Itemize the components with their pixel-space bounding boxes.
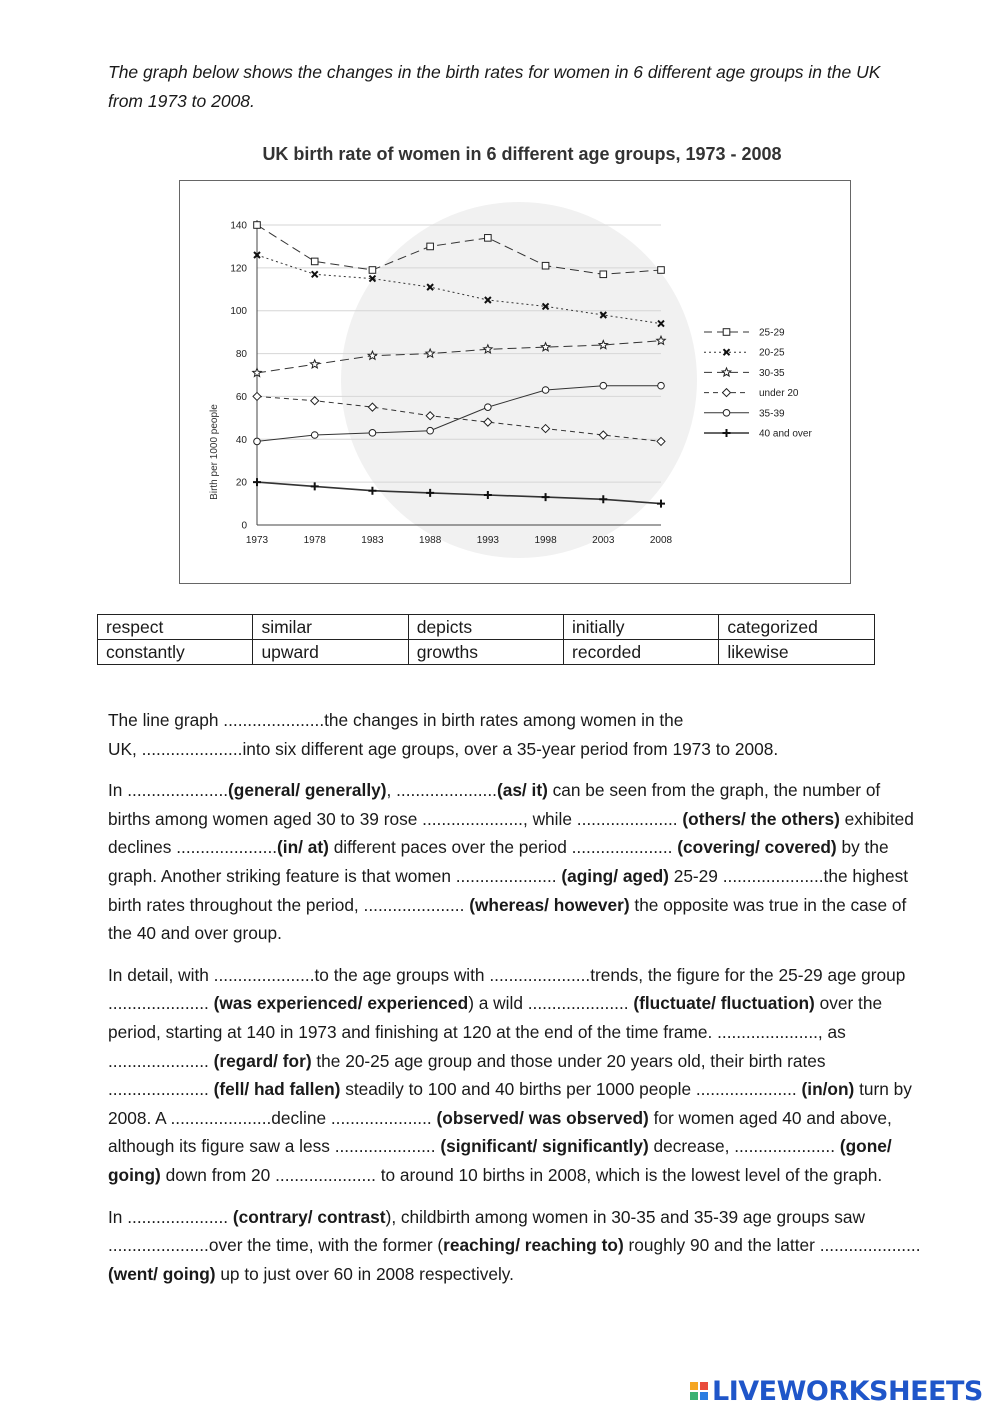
data-point bbox=[369, 430, 376, 437]
data-point bbox=[311, 258, 318, 265]
blank[interactable]: ..................... bbox=[722, 865, 824, 886]
paragraph-3: In detail, with .....................to the age groups with .....................trends, the figure for the 25-29 age group ..................... (was experienced/ experienced) a wild ..................... (fluctuate/ fluctuation) over the period, starting at 140 in 1973 and finishing at 120 at the end of the time frame. ....................., as ..................... (regard/ for) the 20-25 age group and those under 20 years old, their birth rates ..................... (fell/ had fallen) steadily to 100 and 40 births per 1000 people ..................... (in/on) turn by 2008. A .....................decline ..................... (observed/ was observed) for women aged 40 and above, although its figure saw a less ..................... (significant/ significantly) decrease, ..................... (gone/ going) down from 20 ..................... to around 10 births in 2008, which is the lowest level of the graph. bbox=[108, 964, 912, 1185]
chart-title: UK birth rate of women in 6 different age groups, 1973 - 2008 bbox=[262, 144, 782, 164]
paragraph-2: In .....................(general/ generally), .....................(as/ it) can be seen from the graph, the number of births among women aged 30 to 39 rose ....................., while ..................... (others/ the others) exhibited declines .....................(in/ at) different paces over the period ..................... (covering/ covered) by the graph. Another striking feature is that women ..................... (aging/ aged) 25-29 .....................the highest birth rates throughout the period, ..................... (whereas/ however) the opposite was true in the case of the 40 and over group. bbox=[108, 780, 914, 944]
y-tick-label: 60 bbox=[235, 391, 247, 403]
legend-label: 25-29 bbox=[759, 327, 785, 339]
logo-square bbox=[690, 1392, 698, 1400]
logo-square bbox=[700, 1392, 708, 1400]
blank[interactable]: ..................... bbox=[334, 1136, 436, 1157]
blank[interactable]: ..................... bbox=[422, 808, 523, 829]
data-point bbox=[311, 432, 318, 439]
blank[interactable]: ..................... bbox=[127, 780, 229, 801]
legend-label: under 20 bbox=[759, 388, 799, 400]
data-point bbox=[427, 427, 434, 434]
data-point bbox=[369, 267, 376, 274]
data-point bbox=[723, 410, 730, 417]
logo-square bbox=[700, 1382, 708, 1390]
blank[interactable]: ..................... bbox=[127, 1206, 229, 1227]
blank[interactable]: ..................... bbox=[489, 964, 591, 985]
blank[interactable]: ..................... bbox=[275, 1164, 376, 1185]
blank[interactable]: ..................... bbox=[108, 1050, 209, 1071]
data-point bbox=[485, 404, 492, 411]
blank[interactable]: ..................... bbox=[576, 808, 678, 829]
legend-label: 30-35 bbox=[759, 367, 785, 379]
data-point bbox=[427, 243, 434, 250]
data-point bbox=[600, 382, 607, 389]
data-point bbox=[485, 235, 492, 242]
word-box-row bbox=[98, 615, 875, 640]
blank[interactable]: ..................... bbox=[396, 780, 497, 801]
y-tick-label: 100 bbox=[230, 306, 247, 318]
data-point bbox=[723, 329, 730, 336]
word-box-cell: upward bbox=[253, 640, 408, 665]
blank[interactable]: ..................... bbox=[717, 1021, 818, 1042]
word-box-row bbox=[98, 640, 875, 665]
x-tick-label: 2008 bbox=[649, 535, 673, 546]
data-point bbox=[254, 438, 261, 445]
liveworksheets-footer[interactable] bbox=[690, 1374, 983, 1408]
blank[interactable]: ..................... bbox=[455, 865, 557, 886]
paragraph-1: The line graph .....................the changes in birth rates among women in the UK, .....................into six different age groups, over a 35-year period from 1973 to 2008. bbox=[108, 710, 779, 759]
blank[interactable]: ..................... bbox=[213, 964, 315, 985]
blank[interactable]: ..................... bbox=[527, 993, 629, 1014]
y-tick-label: 20 bbox=[235, 477, 247, 489]
y-tick-label: 140 bbox=[230, 220, 247, 232]
data-point bbox=[658, 382, 665, 389]
blank[interactable]: ..................... bbox=[819, 1235, 921, 1256]
word-box-cell: likewise bbox=[719, 640, 875, 665]
y-tick-label: 0 bbox=[241, 520, 247, 532]
y-tick-label: 120 bbox=[230, 263, 247, 275]
blank[interactable]: ..................... bbox=[141, 738, 243, 759]
legend-label: 35-39 bbox=[759, 408, 785, 420]
word-box-cell: categorized bbox=[719, 615, 875, 640]
liveworksheets-logo-icon bbox=[690, 1382, 708, 1400]
word-box-cell: respect bbox=[98, 615, 253, 640]
legend-label: 20-25 bbox=[759, 347, 785, 359]
blank[interactable]: ..................... bbox=[176, 837, 278, 858]
blank[interactable]: ..................... bbox=[108, 1235, 209, 1256]
word-box-cell: initially bbox=[564, 615, 719, 640]
word-box-cell: depicts bbox=[408, 615, 563, 640]
blank[interactable]: ..................... bbox=[170, 1107, 272, 1128]
word-box-cell: similar bbox=[253, 615, 408, 640]
x-tick-label: 1978 bbox=[303, 535, 326, 546]
blank[interactable]: ..................... bbox=[363, 894, 465, 915]
watermark-circle bbox=[341, 202, 697, 558]
x-tick-label: 1998 bbox=[534, 535, 557, 546]
task-intro: The graph below shows the changes in the birth rates for women in 6 different age groups in the UK from 1973 to 2008. bbox=[108, 62, 881, 111]
word-box-cell: growths bbox=[408, 640, 563, 665]
blank[interactable]: ..................... bbox=[734, 1136, 836, 1157]
y-tick-label: 80 bbox=[235, 349, 247, 361]
data-point bbox=[658, 267, 665, 274]
x-tick-label: 2003 bbox=[592, 535, 615, 546]
gap-fill-text bbox=[108, 706, 923, 1301]
x-tick-label: 1983 bbox=[361, 535, 384, 546]
blank[interactable]: ..................... bbox=[223, 710, 325, 730]
data-point bbox=[542, 387, 549, 394]
data-point bbox=[254, 222, 261, 229]
brand-name: LIVEWORKSHEETS bbox=[712, 1375, 983, 1407]
word-box bbox=[97, 614, 875, 665]
y-tick-label: 40 bbox=[235, 434, 247, 446]
x-tick-label: 1993 bbox=[476, 535, 499, 546]
x-tick-label: 1973 bbox=[245, 535, 269, 546]
blank[interactable]: ..................... bbox=[330, 1107, 432, 1128]
blank[interactable]: ..................... bbox=[108, 993, 209, 1014]
line-chart bbox=[179, 180, 852, 585]
blank[interactable]: ..................... bbox=[695, 1079, 797, 1100]
blank[interactable]: ..................... bbox=[571, 837, 673, 858]
data-point bbox=[542, 262, 549, 269]
word-box-cell: recorded bbox=[564, 640, 719, 665]
blank[interactable]: ..................... bbox=[108, 1079, 209, 1100]
logo-square bbox=[690, 1382, 698, 1390]
data-point bbox=[600, 271, 607, 278]
word-box-cell: constantly bbox=[98, 640, 253, 665]
y-axis-label: Birth per 1000 people bbox=[209, 404, 220, 500]
x-tick-label: 1988 bbox=[419, 535, 442, 546]
legend-label: 40 and over bbox=[759, 428, 812, 440]
paragraph-4: In ..................... (contrary/ contrast), childbirth among women in 30-35 and 35-39 age groups saw .....................over the time, with the former (reaching/ reaching to) roughly 90 and the latter ..................... (went/ going) up to just over 60 in 2008 respectively. bbox=[108, 1206, 921, 1284]
